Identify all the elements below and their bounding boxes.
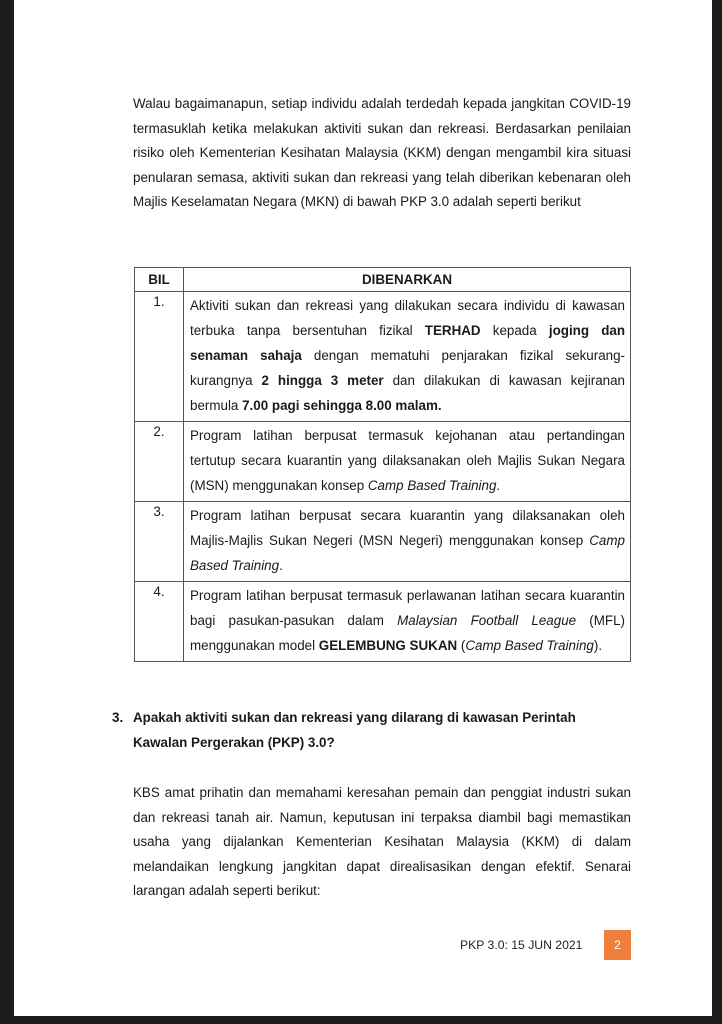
table-row [135,422,631,502]
row-text-segment: Camp Based Training [190,533,625,573]
row-text-segment: Program latihan berpusat termasuk perlawanan latihan secara kuarantin bagi pasukan-pasukan dalam [190,588,625,628]
row-description [184,422,631,502]
row-description [184,292,631,422]
question-number: 3. [112,710,124,725]
row-text-segment: joging dan senaman sahaja [190,323,626,363]
page-number-badge: 2 [604,930,631,960]
row-text-segment: TERHAD [424,323,481,338]
table-row [135,582,631,662]
intro-paragraph: Walau bagaimanapun, setiap individu adalah terdedah kepada jangkitan COVID-19 termasuklah ketika melakukan aktiviti sukan dan rekreasi. Berdasarkan penilaian risiko oleh Kementerian Kesihatan Malaysia (KKM) dengan mengambil kira situasi penularan semasa, aktiviti sukan dan rekreasi yang telah diberikan kebenaran oleh Majlis Keselamatan Negara (MKN) di bawah PKP 3.0 adalah seperti berikut [133,96,631,209]
row-text-segment: Malaysian Football League [397,613,577,628]
row-number: 3. [135,502,184,582]
row-text-segment: ( [457,638,466,653]
row-number: 4. [135,582,184,662]
row-text-segment: 7.00 pagi sehingga 8.00 malam. [242,398,442,413]
table-body [135,292,631,662]
row-text-segment: . [279,558,283,573]
footer-label: PKP 3.0: 15 JUN 2021 [460,938,583,952]
row-text-segment: 2 hingga 3 meter [261,373,384,388]
header-dibenarkan: DIBENARKAN [184,268,631,292]
row-text-segment: Program latihan berpusat termasuk kejohanan atau pertandingan tertutup secara kuarantin yang dilaksanakan oleh Majlis Sukan Negara (MSN) menggunakan konsep [190,428,625,493]
row-text-segment: (MFL) menggunakan model [190,613,625,653]
row-text-segment: Camp Based Training [465,638,594,653]
row-text-segment: GELEMBUNG SUKAN [318,638,458,653]
document-page [14,0,712,1016]
table-row [135,292,631,422]
row-description [184,582,631,662]
row-description [184,502,631,582]
row-text-segment: . [496,478,501,493]
permitted-activities-table [134,267,631,662]
question-text: Apakah aktiviti sukan dan rekreasi yang dilarang di kawasan Perintah Kawalan Pergerakan (PKP) 3.0? [133,710,576,750]
row-text-segment: Aktiviti sukan dan rekreasi yang dilakukan secara individu di kawasan terbuka tanpa bersentuhan fizikal [190,298,625,338]
answer-paragraph: KBS amat prihatin dan memahami keresahan pemain dan penggiat industri sukan dan rekreasi tanah air. Namun, keputusan ini terpaksa diambil bagi memastikan usaha yang dijalankan Kementerian Kesihatan Malaysia (KKM) di dalam melandaikan lengkung jangkitan dapat direalisasikan dengan efektif. Senarai larangan adalah seperti berikut: [133,785,631,898]
question-3 [112,706,632,755]
row-text-segment: ). [593,638,603,653]
row-text-segment: dengan mematuhi penjarakan fizikal sekurang-kurangnya [190,348,625,388]
row-text-segment: Program latihan berpusat secara kuarantin yang dilaksanakan oleh Majlis-Majlis Sukan Negeri (MSN Negeri) menggunakan konsep [190,508,625,548]
row-text-segment: dan dilakukan di kawasan kejiranan bermula [190,373,625,413]
table-header-row [135,268,631,292]
row-number: 1. [135,292,184,422]
row-number: 2. [135,422,184,502]
header-bil: BIL [135,268,184,292]
table-row [135,502,631,582]
row-text-segment: Camp Based Training [367,478,497,493]
row-text-segment: kepada [480,323,549,338]
